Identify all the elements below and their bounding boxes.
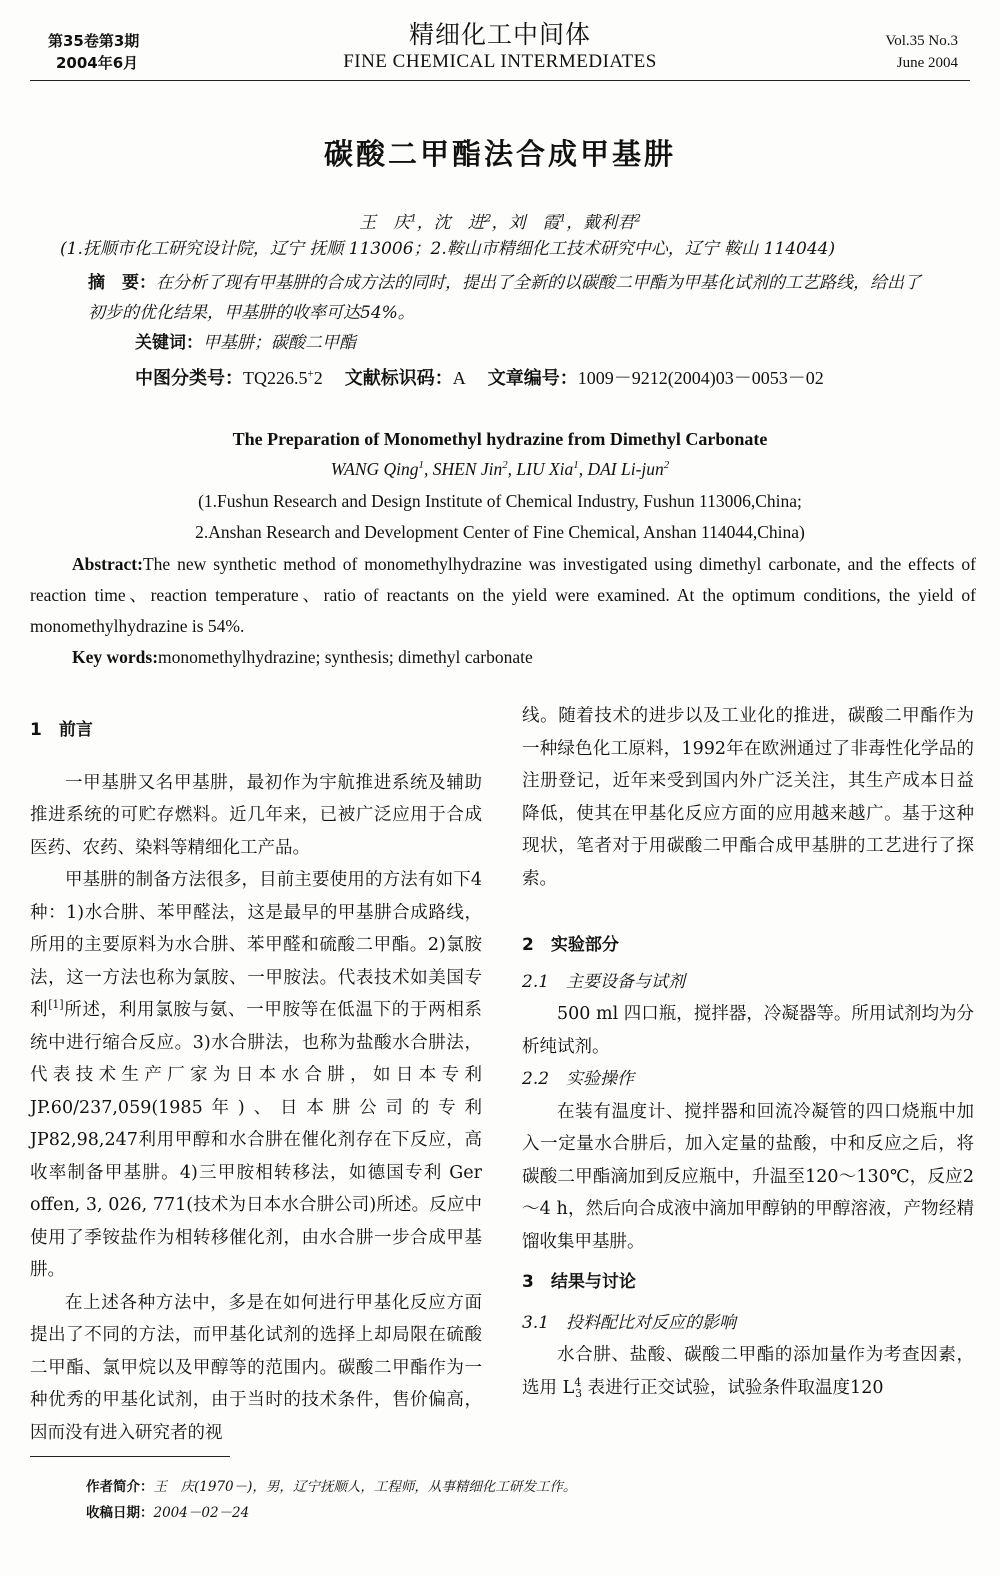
author-name-en: SHEN Jin bbox=[432, 459, 503, 479]
subsection-heading: 2.2 实验操作 bbox=[522, 1069, 635, 1089]
abstract-en bbox=[30, 549, 976, 642]
author-separator: ， bbox=[416, 213, 434, 233]
body-column-left bbox=[30, 714, 482, 1449]
paragraph: 在上述各种方法中，多是在如何进行甲基化反应方面提出了不同的方法，而甲基化试剂的选择上却局限在硫酸二甲酯、氯甲烷以及甲醇等的范围内。碳酸二甲酯作为一种优秀的甲基化试剂，由于当时的技术条件，售价偏高，因而没有进入研究者的视 bbox=[30, 1292, 482, 1443]
date-en: June 2004 bbox=[896, 55, 958, 71]
author-separator: ， bbox=[566, 213, 584, 233]
paragraph: 线。随着技术的进步以及工业化的推进，碳酸二甲酯作为一种绿色化工原料，1992年在欧洲通过了非毒性化学品的注册登记，近年来受到国内外广泛关注，其生产成本日益降低，使其在甲基化反应方面的应用越来越广。基于这种现状，笔者对于用碳酸二甲酯合成甲基肼的工艺进行了探索。 bbox=[522, 706, 974, 889]
authors-cn bbox=[0, 210, 1000, 236]
journal-masthead bbox=[0, 20, 1000, 74]
footnote-rule bbox=[30, 1456, 230, 1457]
keywords-label-cn: 关键词： bbox=[135, 333, 203, 353]
keywords-en bbox=[72, 642, 533, 673]
author-name: 沈 进 bbox=[433, 213, 485, 233]
keywords-cn bbox=[135, 330, 356, 356]
volume-issue-cn: 第35卷第3期 bbox=[48, 32, 140, 50]
author-affil-mark: 2 bbox=[502, 459, 508, 472]
date-cn: 2004年6月 bbox=[56, 54, 139, 72]
footnote-date-label: 收稿日期： bbox=[86, 1505, 154, 1521]
paragraph: 在装有温度计、搅拌器和回流冷凝管的四口烧瓶中加入一定量水合肼后，加入定量的盐酸，中和反应之后，将碳酸二甲酯滴加到反应瓶中，升温至120～130℃，反应2～4 h，然后向合成液中滴加甲醇钠的甲醇溶液，产物经精馏收集甲基肼。 bbox=[522, 1101, 974, 1252]
footnote-author-text: 王 庆(1970－)，男，辽宁抚顺人，工程师，从事精细化工研发工作。 bbox=[153, 1479, 577, 1495]
classification-line bbox=[135, 364, 824, 390]
clc-sup: + bbox=[307, 368, 314, 380]
keywords-text-cn: 甲基肼；碳酸二甲酯 bbox=[203, 333, 356, 353]
author-affil-mark: 1 bbox=[418, 459, 424, 472]
author-name: 刘 霞 bbox=[508, 213, 560, 233]
affiliations-cn: (1.抚顺市化工研究设计院，辽宁 抚顺 113006；2.鞍山市精细化工技术研究中心，辽宁 鞍山 114044) bbox=[60, 239, 836, 259]
paragraph bbox=[522, 1339, 974, 1404]
article-number-value: 1009－9212(2004)03－0053－02 bbox=[577, 368, 824, 388]
doc-code-value: A bbox=[452, 368, 466, 388]
orthogonal-table-sub: 3 bbox=[575, 1387, 582, 1400]
section-heading: 3 结果与讨论 bbox=[522, 1272, 636, 1292]
journal-name-en: FINE CHEMICAL INTERMEDIATES bbox=[343, 51, 657, 72]
affiliation-en-2: 2.Anshan Research and Development Center of Fine Chemical, Anshan 114044,China) bbox=[195, 522, 805, 542]
abstract-text-en: The new synthetic method of monomethylhydrazine was investigated using dimethyl carbonate, and the effects of reaction time、reaction temperature、ratio of reactants on the yield were examined. At the optimum conditions, the yield of monomethylhydrazine is 54%. bbox=[30, 554, 976, 636]
article-title-cn: 碳酸二甲酯法合成甲基肼 bbox=[323, 137, 676, 171]
section-heading: 1 前言 bbox=[30, 720, 93, 740]
footnote-received bbox=[86, 1502, 249, 1524]
abstract-text-cn: 在分析了现有甲基肼的合成方法的同时，提出了全新的以碳酸二甲酯为甲基化试剂的工艺路线，给出了初步的优化结果，甲基肼的收率可达54%。 bbox=[88, 273, 921, 323]
author-name-en: WANG Qing bbox=[330, 459, 419, 479]
abstract-cn bbox=[88, 268, 928, 328]
issue-info-en bbox=[885, 30, 958, 74]
subsection-heading: 2.1 主要设备与试剂 bbox=[522, 971, 686, 992]
author-affil-mark: 2 bbox=[484, 212, 492, 225]
footnote-author-label: 作者简介： bbox=[86, 1479, 154, 1495]
body-column-right bbox=[522, 700, 974, 1404]
article-number-label: 文章编号： bbox=[487, 368, 578, 389]
citation-ref: [1] bbox=[48, 998, 64, 1012]
clc-tail: 2 bbox=[313, 368, 323, 388]
paragraph-text: 水合肼、盐酸、碳酸二甲酯的添加量作为考查因素，选用 L bbox=[522, 1345, 974, 1398]
orthogonal-table-sup: 4 bbox=[574, 1375, 582, 1389]
clc-label: 中图分类号： bbox=[135, 368, 243, 389]
author-separator: , bbox=[578, 459, 588, 479]
author-separator: ， bbox=[491, 213, 509, 233]
journal-name-cn: 精细化工中间体 bbox=[408, 20, 591, 49]
author-affil-mark: 1 bbox=[410, 212, 417, 225]
author-affil-mark: 1 bbox=[559, 212, 567, 225]
author-separator: , bbox=[507, 459, 517, 479]
author-affil-mark: 2 bbox=[663, 459, 670, 472]
volume-issue-en: Vol.35 No.3 bbox=[885, 33, 958, 49]
author-affil-mark: 2 bbox=[634, 212, 641, 225]
paragraph-text: 甲基肼的制备方法很多，目前主要使用的方法有如下4种：1)水合肼、苯甲醛法，这是最早的甲基肼合成路线，所用的主要原料为水合肼、苯甲醛和硫酸二甲酯。2)氯胺法，这一方法也称为氯胺、一甲胺法。代表技术如美国专利 bbox=[30, 870, 482, 1020]
footnote-date-text: 2004－02－24 bbox=[153, 1505, 250, 1521]
section-heading: 2 实验部分 bbox=[522, 935, 619, 955]
author-name: 王 庆 bbox=[359, 213, 411, 233]
footnote-author bbox=[86, 1476, 576, 1498]
author-name-en: DAI Li-jun bbox=[587, 459, 664, 479]
paragraph bbox=[30, 864, 482, 1287]
paragraph: 500 ml 四口瓶，搅拌器，冷凝器等。所用试剂均为分析纯试剂。 bbox=[522, 1004, 974, 1057]
article-title-en: The Preparation of Monomethyl hydrazine from Dimethyl Carbonate bbox=[232, 429, 768, 449]
clc-value: TQ226.5 bbox=[243, 368, 308, 388]
abstract-label-en: Abstract: bbox=[72, 554, 143, 574]
affiliation-en-1: (1.Fushun Research and Design Institute of Chemical Industry, Fushun 113006,China; bbox=[198, 491, 802, 511]
header-rule bbox=[30, 80, 970, 81]
doc-code-label: 文献标识码： bbox=[344, 368, 453, 389]
author-name-en: LIU Xia bbox=[516, 459, 574, 479]
keywords-label-en: Key words: bbox=[72, 647, 159, 667]
paragraph-text: 所述，利用氯胺与氨、一甲胺等在低温下的于两相系统中进行缩合反应。3)水合肼法，也称为盐酸水合肼法，代表技术生产厂家为日本水合肼，如日本专利 JP.60/237,059(1985年)、日本肼公司的专利JP82,98,247利用甲醇和水合肼在催化剂存在下反应，高收率制备甲基肼。4)三甲胺相转移法，如德国专利 Ger offen, 3, 026, 771(技术为日本水合肼公司)所述。反应中使用了季铵盐作为相转移催化剂，由水合肼一步合成甲基肼。 bbox=[30, 1000, 483, 1280]
author-name: 戴利君 bbox=[583, 213, 635, 233]
subsection-heading: 3.1 投料配比对反应的影响 bbox=[522, 1312, 737, 1333]
authors-en bbox=[0, 454, 1000, 485]
paragraph-text: 表进行正交试验，试验条件取温度120 bbox=[582, 1377, 884, 1398]
keywords-text-en: monomethylhydrazine; synthesis; dimethyl carbonate bbox=[158, 647, 533, 667]
author-affil-mark: 1 bbox=[573, 459, 579, 472]
paragraph: 一甲基肼又名甲基肼，最初作为宇航推进系统及辅助推进系统的可贮存燃料。近几年来，已被广泛应用于合成医药、农药、染料等精细化工产品。 bbox=[30, 772, 482, 858]
author-separator: , bbox=[423, 459, 433, 479]
abstract-label-cn: 摘 要： bbox=[88, 273, 156, 293]
